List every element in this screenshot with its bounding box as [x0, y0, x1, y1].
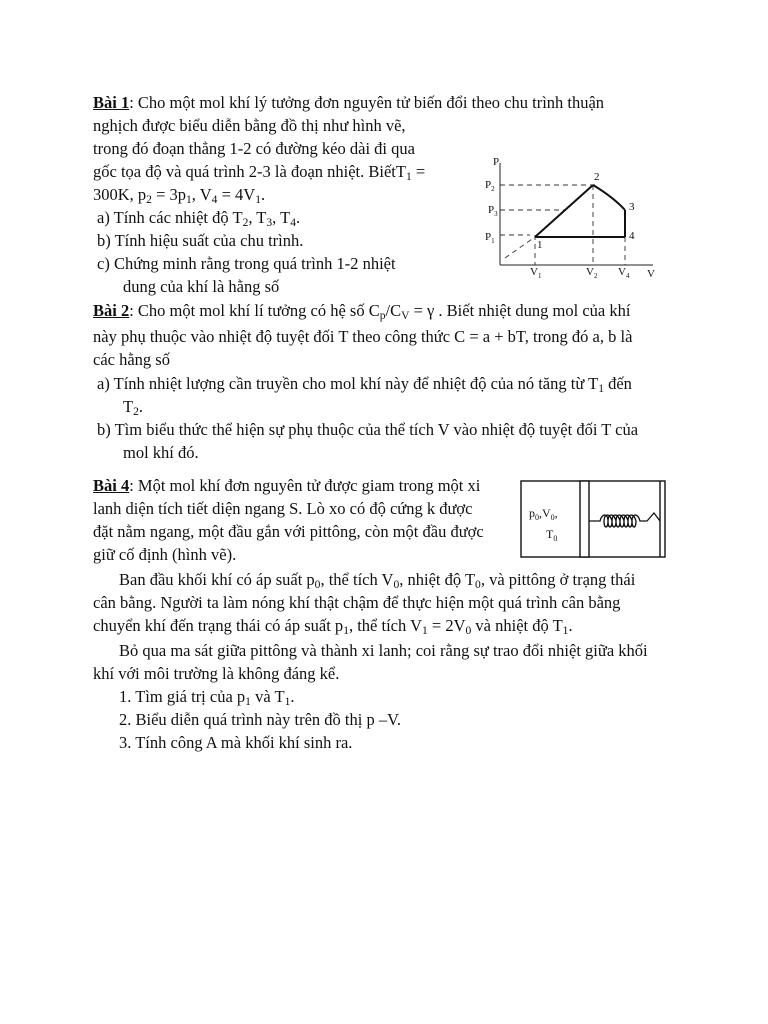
- bai1-line5: 300K, $p_2 = 3p_1$, $V_4 = 4V_1$.: [93, 185, 266, 206]
- bai4-line2: lanh diện tích tiết diện ngang S. Lò xo có độ cứng k được: [93, 499, 473, 518]
- bai1-line3: trong đó đoạn thẳng 1-2 có đường kéo dài đi qua: [93, 139, 415, 158]
- bai1-question-c-line1: c) Chứng minh rằng trong quá trình 1-2 nhiệt: [97, 254, 396, 273]
- bai2-line1: Bài 2: Cho một mol khí lí tưởng có hệ số $C_p/C_V = \gamma$ . Biết nhiệt dung mol của khí: [93, 301, 631, 322]
- piston: [580, 481, 589, 557]
- bai4-line5: Ban đầu khối khí có áp suất $p_0$, thể tích $V_0$, nhiệt độ $T_0$, và pittông ở trạng thái: [119, 570, 636, 591]
- p-axis-label: P: [493, 156, 500, 168]
- v-axis-label: V: [647, 268, 655, 280]
- bai1-question-c-line2: dung của khí là hằng số: [123, 277, 280, 296]
- svg-text:P3: $P_3$: [488, 204, 498, 218]
- svg-text:V4: $V_4$: [618, 266, 630, 280]
- point-1-label: 1: [537, 239, 543, 251]
- bai1-question-a: a) Tính các nhiệt độ $T_2$, $T_3$, $T_4$.: [97, 208, 301, 229]
- bai4-line6: cân bằng. Người ta làm nóng khí thật chậm để thực hiện một quá trình cân bằng: [93, 593, 621, 612]
- svg-text:P1: $P_1$: [485, 231, 495, 245]
- figure-label-t0: $T_0$: [546, 527, 558, 543]
- bai4-line7: chuyển khí đến trạng thái có áp suất $p_1$, thể tích $V_1 = 2V_0$ và nhiệt độ $T_1$.: [93, 616, 573, 637]
- bai4-question-1: 1. Tìm giá trị của $p_1$ và $T_1$.: [119, 687, 295, 708]
- bai2-line2: này phụ thuộc vào nhiệt độ tuyệt đối T theo công thức C = a + bT, trong đó a, b là: [93, 327, 633, 346]
- svg-text:V1: $V_1$: [530, 266, 542, 280]
- bai4-title: Bài 4: [93, 476, 130, 495]
- bai1-line2: nghịch được biểu diễn bằng đồ thị như hình vẽ,: [93, 116, 406, 135]
- bai2-question-a-line1: a) Tính nhiệt lượng cần truyền cho mol khí này để nhiệt độ của nó tăng từ $T_1$ đến: [97, 374, 632, 395]
- point-4-label: 4: [629, 230, 635, 242]
- bai4-question-2: 2. Biểu diễn quá trình này trên đồ thị p –V.: [119, 710, 401, 729]
- bai2-title: Bài 2: [93, 301, 130, 320]
- bai2-question-b-line2: mol khí đó.: [123, 443, 199, 462]
- piston-figure: [520, 480, 666, 558]
- bai2-question-b-line1: b) Tìm biểu thức thể hiện sự phụ thuộc của thể tích V vào nhiệt độ tuyệt đối T của: [97, 420, 639, 439]
- svg-text:P2: $P_2$: [485, 179, 495, 193]
- point-2-label: 2: [594, 171, 600, 183]
- bai4-line9: khí với môi trường là không đáng kể.: [93, 664, 340, 683]
- bai2-question-a-line2: $T_2$.: [123, 397, 143, 418]
- bai4-line4: giữ cố định (hình vẽ).: [93, 545, 237, 564]
- bai1-line4: gốc tọa độ và quá trình 2-3 là đoạn nhiệt. BiếtT$_1$ =: [93, 162, 426, 183]
- bai1-title: Bài 1: [93, 93, 130, 112]
- bai1-question-b: b) Tính hiệu suất của chu trình.: [97, 231, 304, 250]
- bai4-line8: Bỏ qua ma sát giữa pittông và thành xi lanh; coi rằng sự trao đổi nhiệt giữa khối: [119, 641, 648, 660]
- bai1-line1: Bài 1: Cho một mol khí lý tưởng đơn nguyên tử biến đổi theo chu trình thuận: [93, 93, 605, 112]
- svg-text:V2: $V_2$: [586, 266, 598, 280]
- figure-label-p0-v0: $p_0,V_0$,: [529, 506, 558, 522]
- bai4-question-3: 3. Tính công A mà khối khí sinh ra.: [119, 733, 353, 752]
- bai2-line3: các hằng số: [93, 350, 170, 369]
- process-2-3: [593, 185, 625, 210]
- process-1-2: [535, 185, 593, 237]
- bai4-line1: Bài 4: Một mol khí đơn nguyên tử được giam trong một xi: [93, 476, 481, 495]
- bai4-line3: đặt nằm ngang, một đầu gắn với pittông, còn một đầu được: [93, 522, 484, 541]
- point-3-label: 3: [629, 201, 635, 213]
- pv-diagram: [475, 155, 665, 280]
